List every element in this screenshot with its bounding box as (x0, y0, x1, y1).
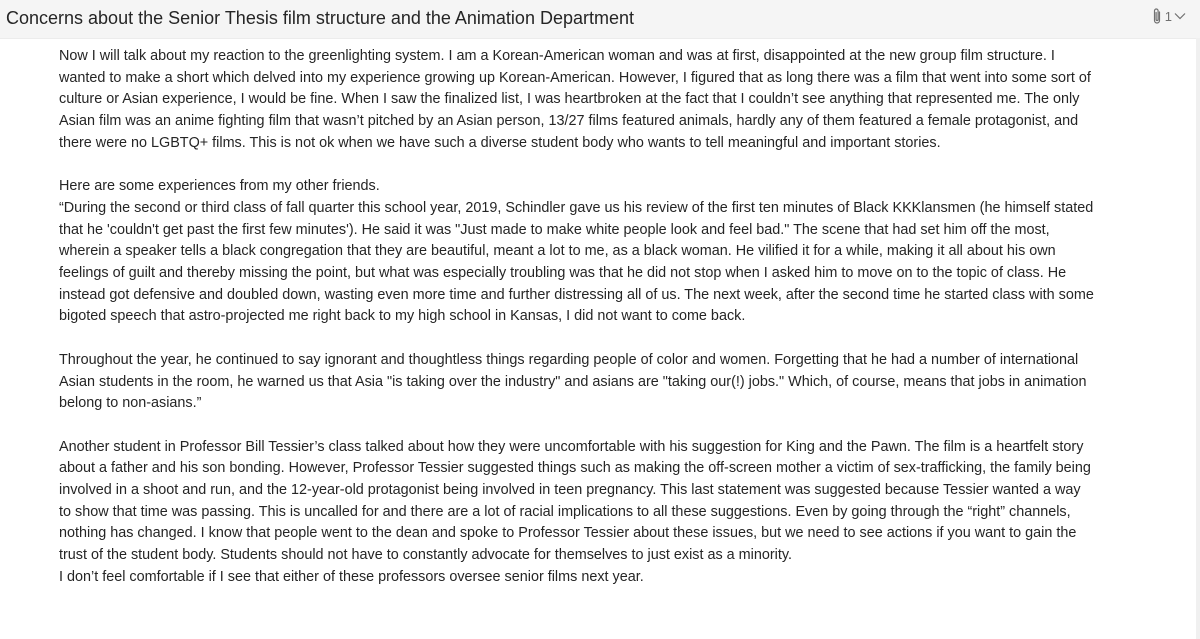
body-line: Here are some experiences from my other friends. (59, 178, 380, 195)
body-line: involved in a shoot and run, and the 12-year-old protagonist being involved in teen pregnancy. This last statement was suggested because Tessier wanted a way (59, 482, 1081, 499)
message-header (0, 0, 1200, 39)
body-line: there were no LGBTQ+ films. This is not ok when we have such a diverse student body who wants to tell meaningful and important stories. (59, 134, 941, 151)
body-line: Asian film was an anime fighting film that wasn’t pitched by an Asian person, 13/27 films featured animals, hardly any of them featured a female protagonist, and (59, 113, 1079, 130)
body-line: Asian students in the room, he warned us that Asia "is taking over the industry" and asians are "taking our(!) jobs." Which, of course, means that jobs in animation (59, 373, 1087, 390)
paragraph-friends-experiences (59, 176, 1184, 328)
body-line: I don’t feel comfortable if I see that either of these professors oversee senior films next year. (59, 568, 644, 585)
paperclip-icon (1152, 7, 1162, 25)
body-line: Another student in Professor Bill Tessier’s class talked about how they were uncomfortable with his suggestion for King and the Pawn. The film is a heartfelt story (59, 438, 1084, 455)
message-subject: Concerns about the Senior Thesis film structure and the Animation Department (6, 8, 634, 28)
body-line: nothing has changed. I know that people went to the dean and spoke to Professor Tessier about these issues, but we need to see actions if you want to gain the (59, 525, 1077, 542)
body-line: wherein a speaker tells a black congregation that they are beautiful, meant a lot to me, as a black woman. He vilified it for a while, making it all about his own (59, 243, 1056, 260)
body-line: Now I will talk about my reaction to the greenlighting system. I am a Korean-American woman and was at first, disappointed at the new group film structure. I (59, 48, 1055, 64)
body-line: belong to non-asians.” (59, 395, 202, 412)
chevron-down-icon[interactable] (1174, 12, 1186, 20)
paragraph-throughout-year (59, 350, 1184, 415)
body-line: culture or Asian experience, I would be fine. When I saw the finalized list, I was heartbroken at the fact that I couldn’t see anything that represented me. The only (59, 91, 1080, 108)
body-line: to show that time was passing. This is uncalled for and there are a lot of racial implications to all these suggestions. Even by going through the “right” channels, (59, 503, 1071, 520)
body-line: about a father and his son bonding. However, Professor Tessier suggested things such as making the off-screen mother a victim of sex-trafficking, the family being (59, 460, 1091, 477)
body-line: trust of the student body. Students should not have to constantly advocate for themselves to just exist as a minority. (59, 547, 792, 564)
body-line: Throughout the year, he continued to say ignorant and thoughtless things regarding people of color and women. Forgetting that he had a number of international (59, 351, 1079, 368)
attachment-count: 1 (1164, 8, 1172, 24)
message-body (59, 46, 1184, 589)
scrollbar[interactable] (1196, 38, 1200, 639)
body-line: “During the second or third class of fall quarter this school year, 2019, Schindler gave us his review of the first ten minutes of Black KKKlansmen (he himself stated (59, 199, 1094, 216)
body-line: instead got defensive and doubled down, wasting even more time and further distressing all of us. The next week, after the second time he started class with some (59, 286, 1094, 303)
paragraph-tessier (59, 437, 1184, 589)
body-line: feelings of guilt and thereby missing the point, but what was especially troubling was that he did not stop when I asked him to move on to the topic of class. He (59, 265, 1067, 282)
attachments-button[interactable] (1152, 6, 1186, 26)
paragraph-greenlighting (59, 46, 1184, 155)
body-line: bigoted speech that astro-projected me right back to my high school in Kansas, I did not want to come back. (59, 308, 746, 325)
body-line: wanted to make a short which delved into my experience growing up Korean-American. However, I figured that as long there was a film that went into some sort of (59, 69, 1091, 86)
body-line: that he 'couldn't get past the first few minutes'). He said it was "Just made to make white people look and feel bad." The scene that had set him off the most, (59, 221, 1050, 238)
